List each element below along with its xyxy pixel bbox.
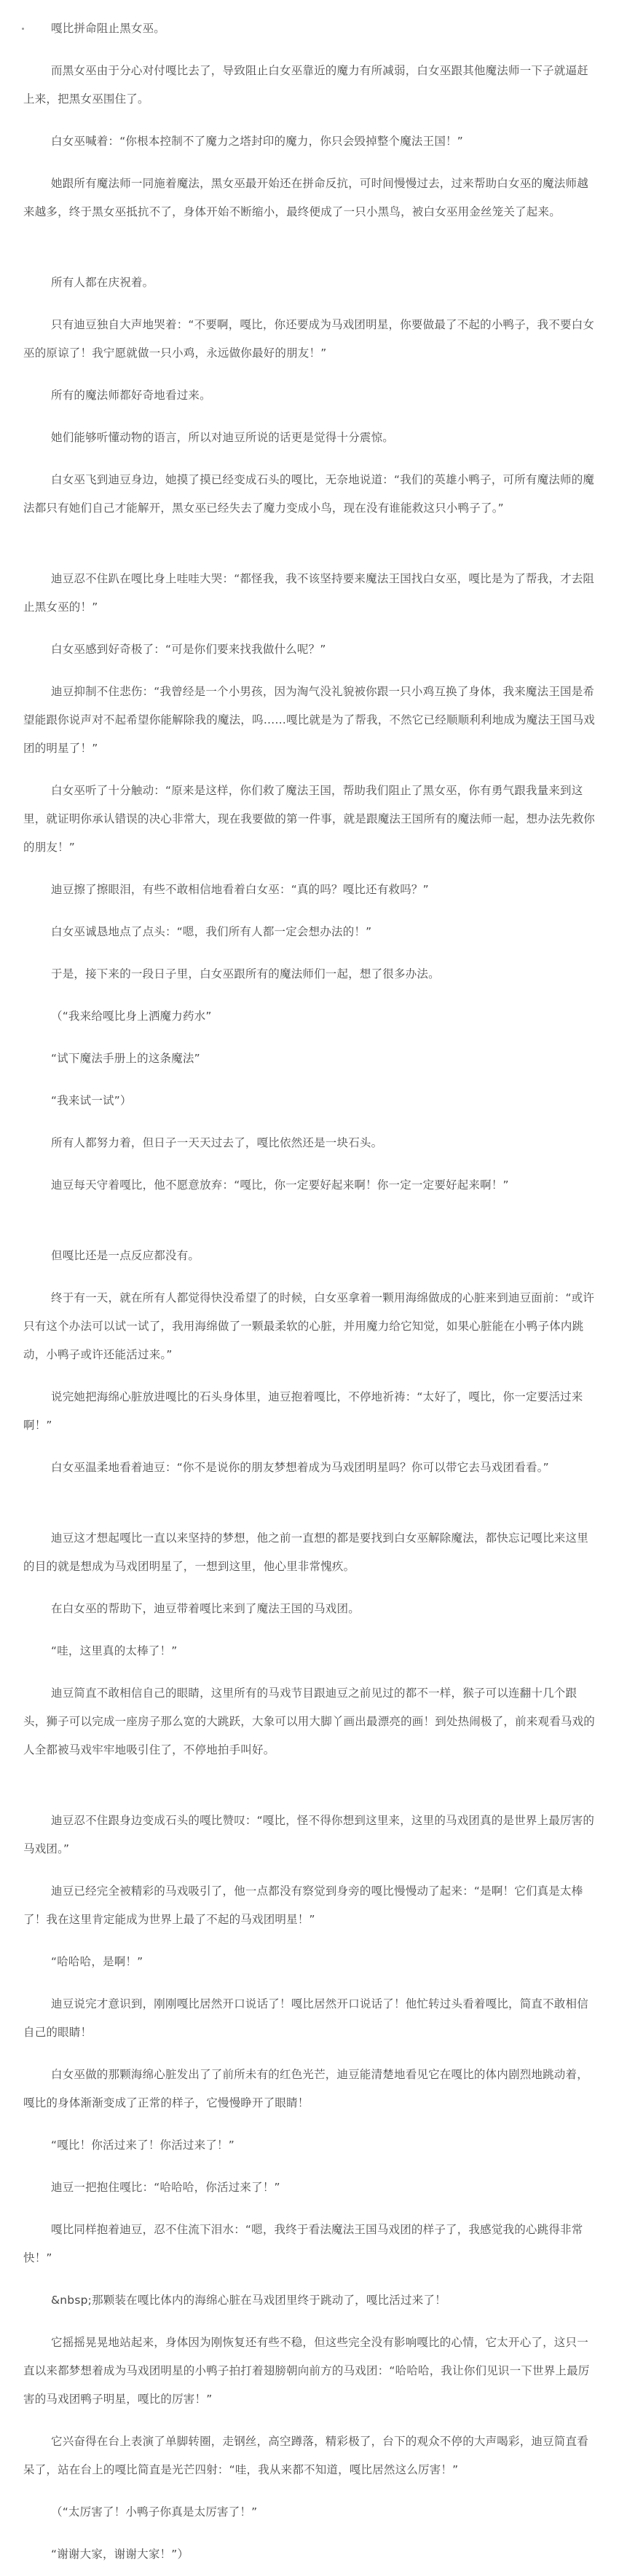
paragraph: 于是，接下来的一段日子里，白女巫跟所有的魔法师们一起，想了很多办法。: [51, 967, 440, 980]
paragraph: 她们能够听懂动物的语言，所以对迪豆所说的话更是觉得十分震惊。: [51, 431, 395, 444]
paragraph: 迪豆每天守着嘎比，他不愿意放弃：“嘎比，你一定要好起来啊！你一定一定要好起来啊！”: [51, 1178, 509, 1192]
paragraph: “我来试一试”）: [51, 1094, 132, 1107]
paragraph: “嘎比！你活过来了！你活过来了！”: [51, 2139, 234, 2152]
paragraph: 白女巫诚恳地点了点头：“嗯，我们所有人都一定会想办法的！”: [51, 925, 372, 938]
paragraph: 迪豆擦了擦眼泪，有些不敢相信地看着白女巫：“真的吗？嘎比还有救吗？”: [51, 883, 429, 896]
paragraph: 迪豆已经完全被精彩的马戏吸引了，他一点都没有察觉到身旁的嘎比慢慢动了起来：“是啊！它们真是太棒了！我在这里肯定能成为世界上最了不起的马戏团明星！”: [23, 1885, 583, 1926]
paragraph: &nbsp;那颗装在嘎比体内的海绵心脏在马戏团里终于跳动了，嘎比活过来了！: [51, 2294, 446, 2307]
paragraph: 迪豆忍不住跟身边变成石头的嘎比赞叹：“嘎比，怪不得你想到这里来，这里的马戏团真的是世界上最厉害的马戏团。”: [23, 1814, 595, 1855]
paragraph: 在白女巫的帮助下，迪豆带着嘎比来到了魔法王国的马戏团。: [51, 1602, 360, 1615]
paragraph: 迪豆说完才意识到，刚刚嘎比居然开口说话了！嘎比居然开口说话了！他忙转过头看着嘎比，简直不敢相信自己的眼睛！: [23, 1997, 588, 2039]
paragraph: 嘎比拼命阻止黑女巫。: [51, 22, 166, 35]
paragraph: 她跟所有魔法师一同施着魔法，黑女巫最开始还在拼命反抗，可时间慢慢过去，过来帮助白女巫的魔法师越来越多，终于黑女巫抵抗不了，身体开始不断缩小，最终便成了一只小黑鸟，被白女巫用金丝笼关了起来。: [23, 177, 588, 218]
paragraph: 但嘎比还是一点反应都没有。: [51, 1249, 200, 1262]
paragraph: 所有人都努力着，但日子一天天过去了，嘎比依然还是一块石头。: [51, 1136, 383, 1149]
paragraph: 所有人都在庆祝着。: [51, 276, 154, 289]
paragraph: 而黑女巫由于分心对付嘎比去了，导致阻止白女巫靠近的魔力有所减弱，白女巫跟其他魔法师一下子就逼赶上来，把黑女巫围住了。: [23, 64, 588, 106]
paragraph: 它摇摇晃晃地站起来，身体因为刚恢复还有些不稳，但这些完全没有影响嘎比的心情，它太开心了，这只一直以来都梦想着成为马戏团明星的小鸭子拍打着翅膀朝向前方的马戏团：“哈哈哈，我让你们见识一下世界上最厉害的马戏团鸭子明星，嘎比的厉害！”: [23, 2336, 590, 2406]
paragraph: “试下魔法手册上的这条魔法”: [51, 1052, 200, 1065]
paragraph: 说完她把海绵心脏放进嘎比的石头身体里，迪豆抱着嘎比，不停地祈祷：“太好了，嘎比，你一定要活过来啊！”: [23, 1390, 583, 1432]
paragraph: 迪豆一把抱住嘎比：“哈哈哈，你活过来了！”: [51, 2181, 280, 2194]
paragraph: （“我来给嘎比身上洒魔力药水”: [51, 1010, 212, 1023]
paragraph: （“太厉害了！小鸭子你真是太厉害了！”: [51, 2505, 258, 2518]
paragraph: 所有的魔法师都好奇地看过来。: [51, 389, 211, 402]
paragraph: 白女巫听了十分触动：“原来是这样，你们救了魔法王国，帮助我们阻止了黑女巫，你有勇气跟我量来到这里，就证明你承认错误的决心非常大，现在我要做的第一件事，就是跟魔法王国所有的魔法师一起，想办法先救你的朋友！”: [23, 784, 596, 854]
paragraph: “哇，这里真的太棒了！”: [51, 1644, 178, 1657]
paragraph: 终于有一天，就在所有人都觉得快没希望了的时候，白女巫拿着一颗用海绵做成的心脏来到迪豆面前：“或许只有这个办法可以试一试了，我用海绵做了一颗最柔软的心脏，并用魔力给它知觉，如果心脏能在小鸭子体内跳动，小鸭子或许还能活过来。”: [23, 1291, 595, 1361]
paragraph: 迪豆忍不住趴在嘎比身上哇哇大哭：“都怪我，我不该坚持要来魔法王国找白女巫，嘎比是为了帮我，才去阻止黑女巫的！”: [23, 572, 595, 614]
paragraph: 白女巫做的那颗海绵心脏发出了了前所未有的红色光芒，迪豆能清楚地看见它在嘎比的体内剧烈地跳动着，嘎比的身体渐渐变成了正常的样子，它慢慢睁开了眼睛！: [23, 2068, 588, 2109]
paragraph: 迪豆简直不敢相信自己的眼睛，这里所有的马戏节目跟迪豆之前见过的都不一样，猴子可以连翻十几个跟头，狮子可以完成一座房子那么宽的大跳跃，大象可以用大脚丫画出最漂亮的画！到处热闹极了，前来观看马戏的人全都被马戏牢牢地吸引住了，不停地拍手叫好。: [23, 1687, 596, 1756]
paragraph: “谢谢大家，谢谢大家！”）: [51, 2548, 189, 2561]
paragraph: 白女巫飞到迪豆身边，她摸了摸已经变成石头的嘎比，无奈地说道：“我们的英雄小鸭子，可所有魔法师的魔法都只有她们自己才能解开，黑女巫已经失去了魔力变成小鸟，现在没有谁能救这只小鸭子了。”: [23, 473, 595, 515]
paragraph: 白女巫温柔地看着迪豆：“你不是说你的朋友梦想着成为马戏团明星吗？你可以带它去马戏团看看。”: [51, 1461, 549, 1474]
paragraph: 迪豆抑制不住悲伤：“我曾经是一个小男孩，因为淘气没礼貌被你跟一只小鸡互换了身体，我来魔法王国是希望能跟你说声对不起希望你能解除我的魔法，呜……嘎比就是为了帮我，不然它已经顺顺利利地成为魔法王国马戏团的明星了！”: [23, 685, 596, 755]
paragraph: 它兴奋得在台上表演了单脚转圈，走钢丝，高空蹲落，精彩极了，台下的观众不停的大声喝彩，迪豆简直看呆了，站在台上的嘎比简直是光芒四射：“哇，我从来都不知道，嘎比居然这么厉害！”: [23, 2435, 588, 2476]
paragraph: 迪豆这才想起嘎比一直以来坚持的梦想，他之前一直想的都是要找到白女巫解除魔法，都快忘记嘎比来这里的目的就是想成为马戏团明星了，一想到这里，他心里非常愧疚。: [23, 1531, 588, 1573]
paragraph: 白女巫感到好奇极了：“可是你们要来找我做什么呢？”: [51, 643, 326, 656]
paragraph: 只有迪豆独自大声地哭着：“不要啊，嘎比，你还要成为马戏团明星，你要做最了不起的小鸭子，我不要白女巫的原谅了！我宁愿就做一只小鸡，永远做你最好的朋友！”: [23, 318, 595, 360]
paragraph: “哈哈哈，是啊！”: [51, 1955, 143, 1968]
paragraph: 嘎比同样抱着迪豆，忍不住流下泪水：“嗯，我终于看法魔法王国马戏团的样子了，我感觉我的心跳得非常快！”: [23, 2223, 583, 2264]
paragraph: 白女巫喊着：“你根本控制不了魔力之塔封印的魔力，你只会毁掉整个魔法王国！”: [51, 135, 463, 148]
